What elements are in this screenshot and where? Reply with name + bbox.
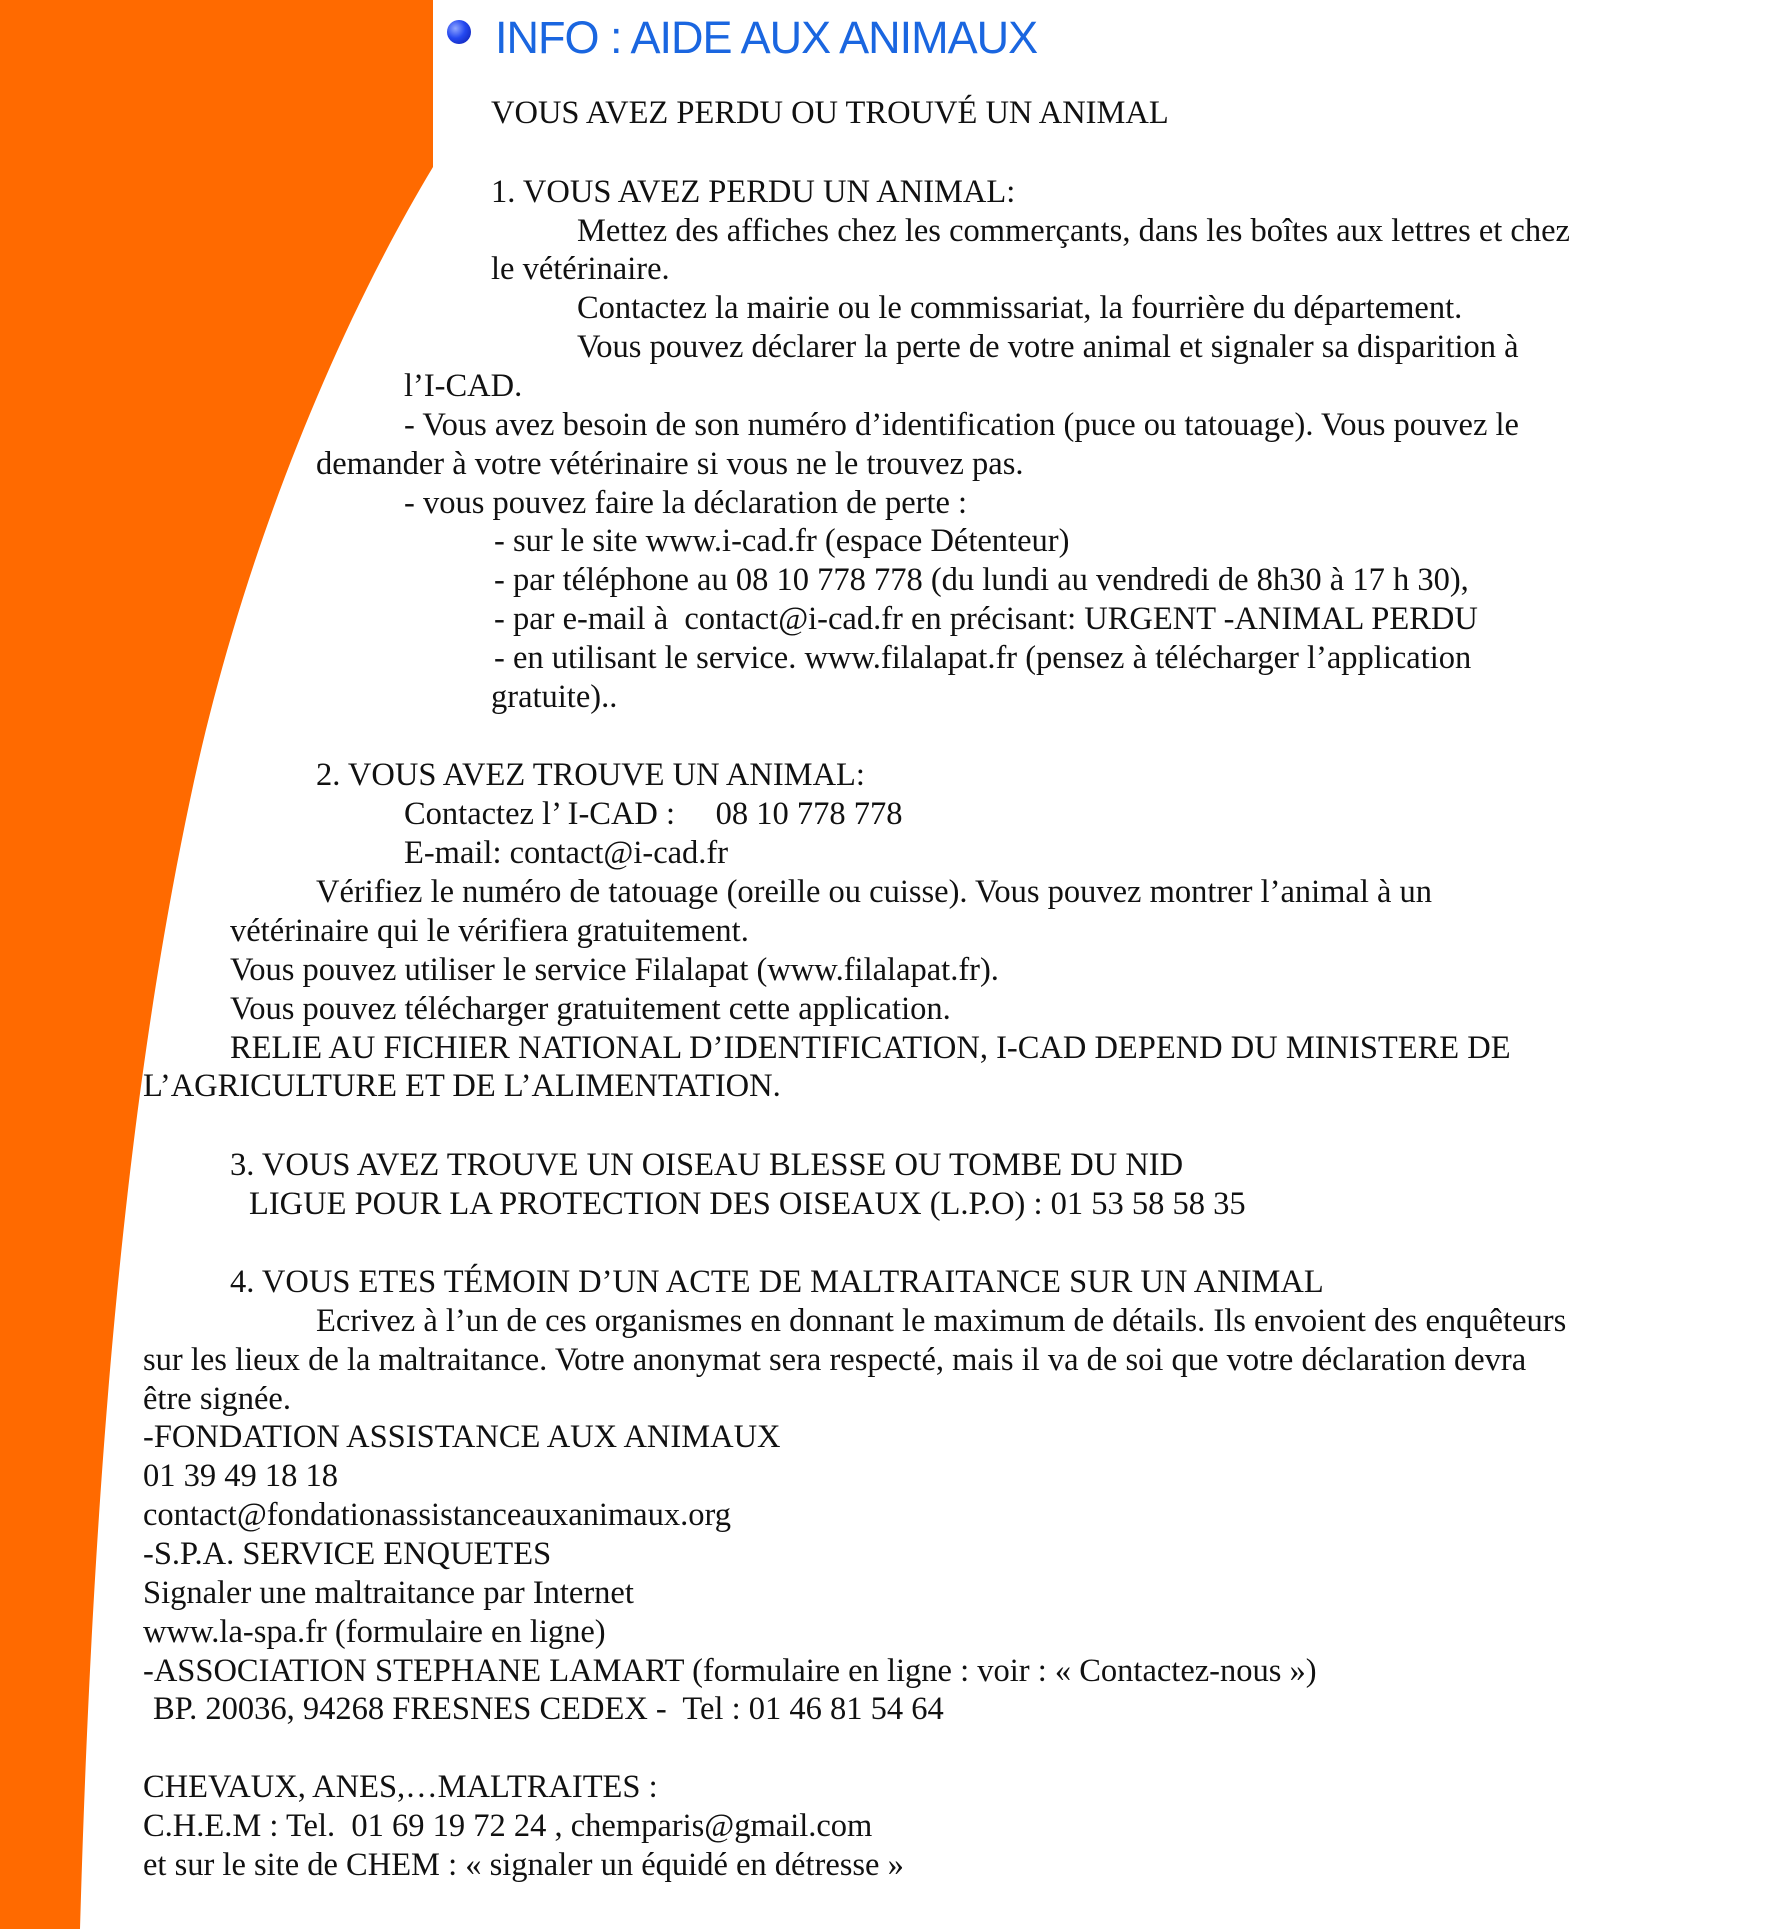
- section-4-text: être signée.: [143, 1381, 291, 1417]
- section-1-text: le vétérinaire.: [491, 251, 670, 287]
- horses-text: C.H.E.M : Tel. 01 69 19 72 24 , chemparis@gmail.com: [143, 1808, 873, 1844]
- horses-text: et sur le site de CHEM : « signaler un équidé en détresse »: [143, 1847, 904, 1883]
- section-4-text: -S.P.A. SERVICE ENQUETES: [143, 1536, 552, 1572]
- section-2-heading: 2. VOUS AVEZ TROUVE UN ANIMAL:: [316, 757, 865, 793]
- section-1-list-item: - par e-mail à contact@i-cad.fr en précisant: URGENT -ANIMAL PERDU: [494, 601, 1478, 637]
- section-4-text: -ASSOCIATION STEPHANE LAMART (formulaire en ligne : voir : « Contactez-nous »): [143, 1653, 1317, 1689]
- section-1-heading: 1. VOUS AVEZ PERDU UN ANIMAL:: [491, 174, 1016, 210]
- section-2-text: Vous pouvez utiliser le service Filalapat (www.filalapat.fr).: [230, 952, 999, 988]
- section-1-list-item: - en utilisant le service. www.filalapat.fr (pensez à télécharger l’application: [494, 640, 1472, 676]
- section-2-text: RELIE AU FICHIER NATIONAL D’IDENTIFICATION, I-CAD DEPEND DU MINISTERE DE: [230, 1030, 1511, 1066]
- section-4-text: www.la-spa.fr (formulaire en ligne): [143, 1614, 606, 1650]
- section-1-text: demander à votre vétérinaire si vous ne le trouvez pas.: [316, 446, 1024, 482]
- section-2-text: E-mail: contact@i-cad.fr: [404, 835, 729, 871]
- section-3-heading: 3. VOUS AVEZ TROUVE UN OISEAU BLESSE OU TOMBE DU NID: [230, 1147, 1184, 1183]
- section-1-text: Vous pouvez déclarer la perte de votre animal et signaler sa disparition à: [577, 329, 1519, 365]
- section-4-text: sur les lieux de la maltraitance. Votre anonymat sera respecté, mais il va de soi que votre déclaration devra: [143, 1342, 1527, 1378]
- section-2-text: L’AGRICULTURE ET DE L’ALIMENTATION.: [143, 1068, 781, 1104]
- section-2-text: Vous pouvez télécharger gratuitement cette application.: [230, 991, 951, 1027]
- section-4-text: Ecrivez à l’un de ces organismes en donnant le maximum de détails. Ils envoient des enquêteurs: [316, 1303, 1567, 1339]
- section-4-text: BP. 20036, 94268 FRESNES CEDEX - Tel : 01 46 81 54 64: [153, 1691, 944, 1727]
- section-4-text: 01 39 49 18 18: [143, 1458, 338, 1494]
- section-2-text: Contactez l’ I-CAD : 08 10 778 778: [404, 796, 903, 832]
- horses-heading: CHEVAUX, ANES,…MALTRAITES :: [143, 1769, 658, 1805]
- section-1-list-item: - par téléphone au 08 10 778 778 (du lundi au vendredi de 8h30 à 17 h 30),: [494, 562, 1469, 598]
- intro-heading: VOUS AVEZ PERDU OU TROUVÉ UN ANIMAL: [491, 95, 1169, 131]
- section-2-text: Vérifiez le numéro de tatouage (oreille ou cuisse). Vous pouvez montrer l’animal à un: [316, 874, 1433, 910]
- section-1-list-item: gratuite)..: [491, 679, 618, 715]
- section-4-heading: 4. VOUS ETES TÉMOIN D’UN ACTE DE MALTRAITANCE SUR UN ANIMAL: [230, 1264, 1324, 1300]
- blue-bullet-icon: [447, 20, 471, 44]
- section-4-text: -FONDATION ASSISTANCE AUX ANIMAUX: [143, 1419, 781, 1455]
- section-3-text: LIGUE POUR LA PROTECTION DES OISEAUX (L.P.O) : 01 53 58 58 35: [249, 1186, 1246, 1222]
- section-1-text: Mettez des affiches chez les commerçants, dans les boîtes aux lettres et chez: [577, 213, 1570, 249]
- section-4-text: contact@fondationassistanceauxanimaux.org: [143, 1497, 731, 1533]
- section-1-text: - vous pouvez faire la déclaration de perte :: [404, 485, 968, 521]
- section-1-list-item: - sur le site www.i-cad.fr (espace Détenteur): [494, 523, 1070, 559]
- page-title: INFO : AIDE AUX ANIMAUX: [495, 12, 1038, 63]
- section-1-text: - Vous avez besoin de son numéro d’identification (puce ou tatouage). Vous pouvez le: [404, 407, 1519, 443]
- section-4-text: Signaler une maltraitance par Internet: [143, 1575, 634, 1611]
- section-2-text: vétérinaire qui le vérifiera gratuitement.: [230, 913, 749, 949]
- section-1-text: Contactez la mairie ou le commissariat, la fourrière du département.: [577, 290, 1463, 326]
- section-1-text: l’I-CAD.: [404, 368, 523, 404]
